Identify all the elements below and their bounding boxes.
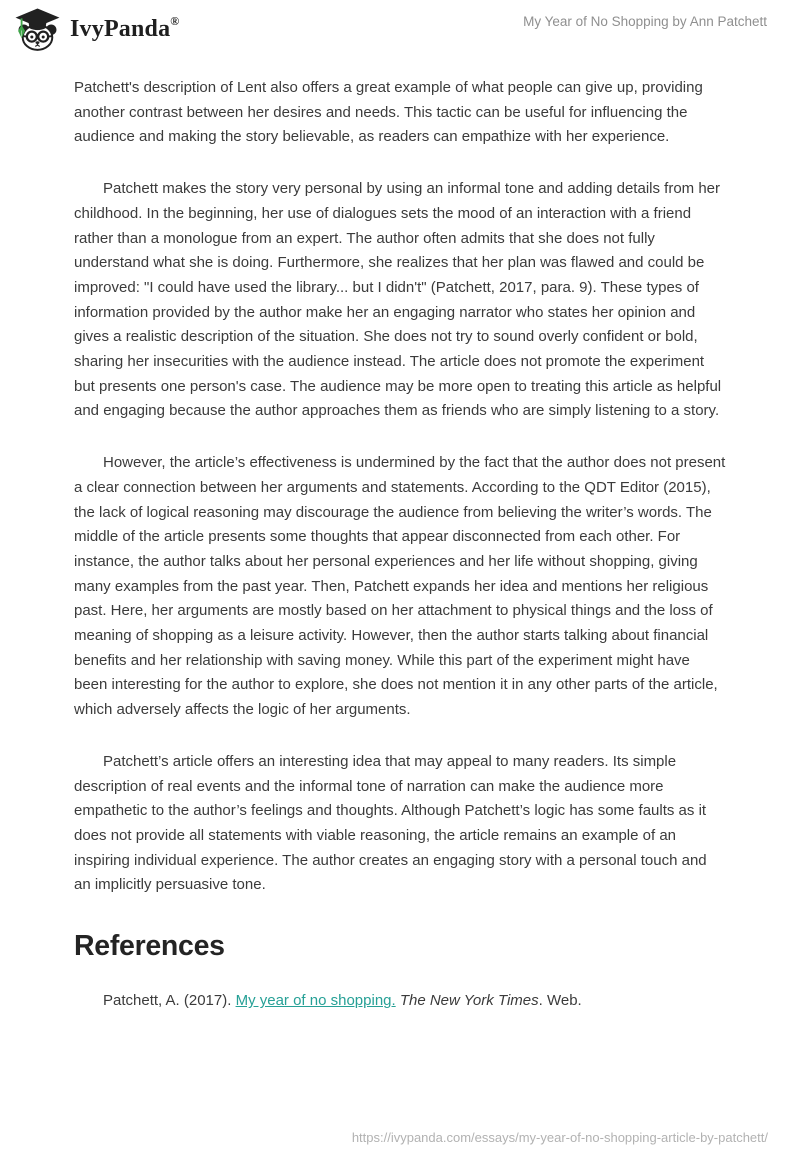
- brand-name: [70, 13, 180, 43]
- brand-wordmark: IvyPanda: [70, 15, 171, 42]
- registered-trademark-symbol: ®: [170, 13, 180, 28]
- brand: [14, 7, 179, 51]
- essay-paragraph-1: Patchett's description of Lent also offers a great example of what people can give up, providing another contrast between her desires and needs. This tactic can be useful for influencing the audience and making the story believable, as readers can empathize with her experience.: [74, 79, 703, 146]
- essay-paragraph-4: Patchett’s article offers an interesting idea that may appeal to many readers. Its simple description of real events and the informal tone of narration can make the audience more empathetic to the author’s feelings and thoughts. Although Patchett’s logic has some faults as it does not provide all statements with viable reasoning, the article remains an example of an inspiring individual experience. The author creates an engaging story with a personal touch and an implicitly persuasive tone.: [74, 752, 707, 894]
- footer: [352, 1129, 768, 1147]
- reference-citation-prefix: Patchett, A. (2017).: [103, 992, 236, 1010]
- header: [0, 0, 800, 56]
- references-heading: References: [74, 930, 225, 963]
- reference-entry: [74, 989, 726, 1014]
- reference-citation-suffix: . Web.: [538, 992, 582, 1010]
- reference-source-title: The New York Times: [395, 992, 539, 1010]
- document-title: My Year of No Shopping by Ann Patchett: [523, 14, 767, 29]
- page-url: https://ivypanda.com/essays/my-year-of-no-shopping-article-by-patchett/: [351, 1130, 768, 1145]
- essay-body: [74, 56, 726, 1014]
- reference-link[interactable]: My year of no shopping.: [235, 992, 396, 1010]
- essay-paragraph-2: Patchett makes the story very personal by using an informal tone and adding details from her childhood. In the beginning, her use of dialogues sets the mood of an interaction with a friend rather than a monologue from an expert. The author often admits that she does not fully understand what she is doing. Furthermore, she realizes that her plan was flawed and could be improved: "I could have used the library... but I didn't" (Patchett, 2017, para. 9). These types of information provided by the author make her an engaging narrator who states her opinion and gives a realistic description of the situation. She does not try to sound overly confident or bold, sharing her insecurities with the audience instead. The article does not promote the experiment but presents one person's case. The audience may be more open to treating this article as helpful and engaging because the author approaches them as friends who are simply listening to a story.: [74, 180, 722, 420]
- ivypanda-panda-logo-icon: [14, 7, 61, 51]
- essay-paragraph-3: However, the article’s effectiveness is undermined by the fact that the author does not present a clear connection between her arguments and statements. According to the QDT Editor (2015), the lack of logical reasoning may discourage the audience from believing the writer’s words. The middle of the article presents some thoughts that appear disconnected from each other. For instance, the author talks about her personal experiences and her life without shopping, giving many examples from the past year. Then, Patchett expands her idea and mentions her religious past. Here, her arguments are mostly based on her attachment to physical things and the loss of meaning of shopping as a leisure activity. However, then the author starts talking about financial benefits and her relationship with saving money. While this part of the experiment might have been interesting for the author to explore, she does not mention it in any other parts of the article, which adversely affects the logic of her arguments.: [74, 454, 726, 719]
